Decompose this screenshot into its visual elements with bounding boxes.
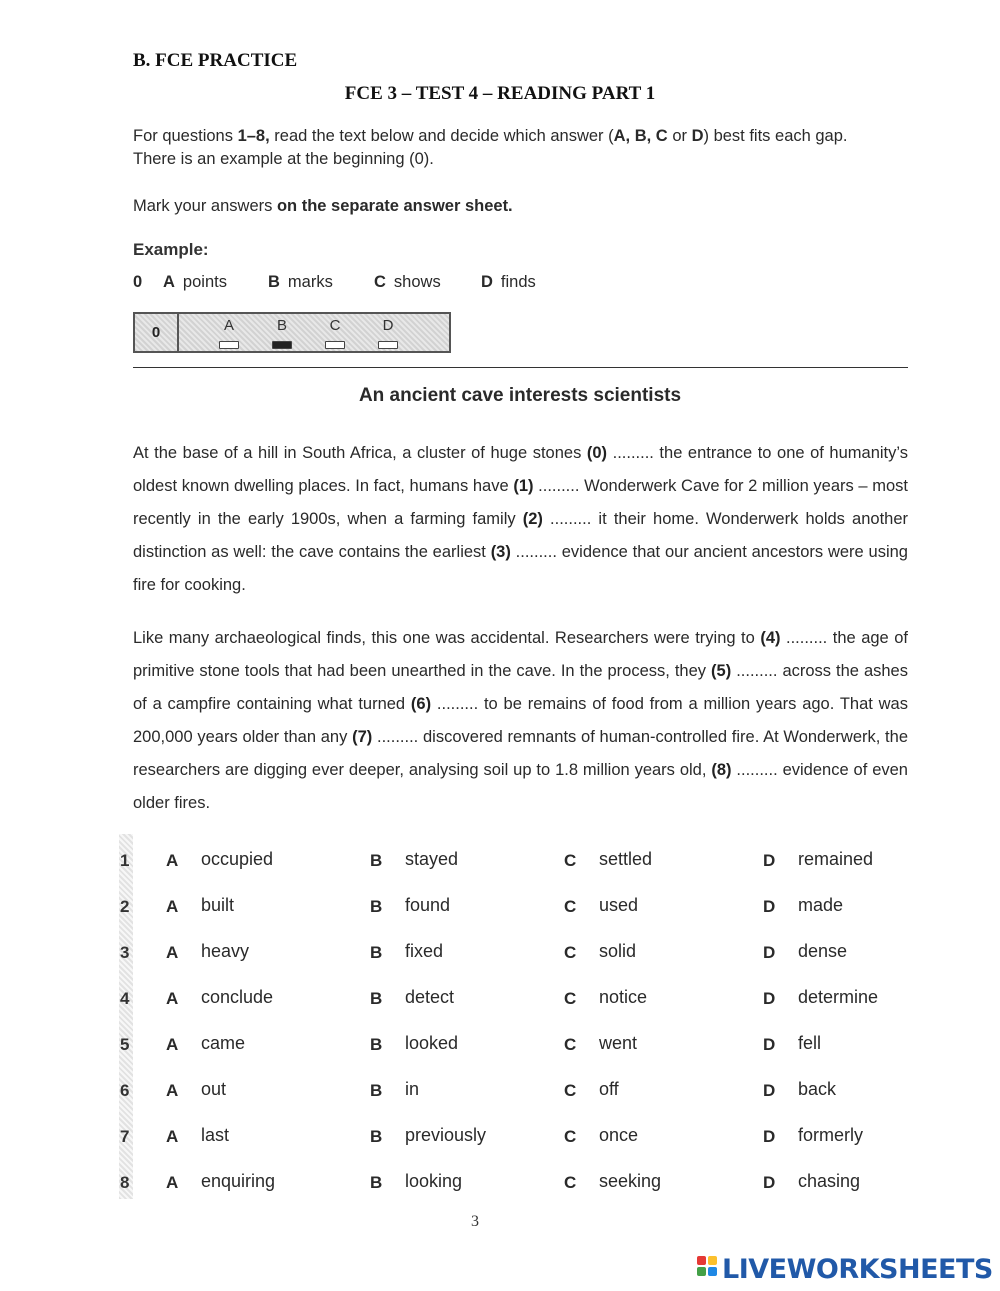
option-letter-b: B bbox=[370, 1127, 383, 1146]
option-8-a: enquiring bbox=[201, 1171, 276, 1191]
instructions-mark bbox=[133, 195, 513, 217]
example-number: 0 bbox=[133, 273, 143, 291]
option-letter-a: A bbox=[166, 989, 179, 1008]
option-letter-d: D bbox=[763, 1035, 776, 1054]
instr-text: ) best fits each gap. bbox=[703, 127, 848, 145]
question-number: 7 bbox=[120, 1127, 130, 1146]
gap-1: (1) bbox=[513, 477, 534, 495]
answer-sheet-letter-a: A bbox=[223, 317, 234, 334]
answer-sheet-letter-b: B bbox=[276, 317, 287, 334]
option-letter-b: B bbox=[370, 1173, 383, 1192]
gap-8: (8) bbox=[711, 761, 732, 779]
option-1-c: settled bbox=[599, 849, 653, 869]
option-8-d: chasing bbox=[798, 1171, 861, 1191]
option-letter-a: A bbox=[166, 1173, 179, 1192]
option-letter-d: D bbox=[763, 1127, 776, 1146]
option-7-a: last bbox=[201, 1125, 230, 1145]
question-row-2 bbox=[120, 894, 920, 924]
option-4-c: notice bbox=[599, 987, 648, 1007]
option-letter-d: D bbox=[763, 897, 776, 916]
gap-3: (3) bbox=[490, 543, 511, 561]
option-1-b: stayed bbox=[405, 849, 459, 869]
option-1-a: occupied bbox=[201, 849, 274, 869]
passage-paragraph-1: At the base of a hill in South Africa, a cluster of huge stones (0) ......... the entrance to one of humanity’s oldest known dwelling places. In fact, humans have (1) ......... Wonderwerk Cave for 2 million years – most recently in the early 1900s, when a farming family (2) ......... it their home. Wonderwerk holds another distinction as well: the cave contains the earliest (3) ......... evidence that our ancient ancestors were using fire for cooking. bbox=[133, 444, 909, 594]
answer-sheet-letter-d: D bbox=[382, 317, 394, 334]
instr-text: For questions bbox=[133, 127, 238, 145]
page-number: 3 bbox=[471, 1213, 479, 1230]
instructions-line-2: There is an example at the beginning (0). bbox=[133, 150, 434, 168]
option-letter-c: C bbox=[564, 1127, 577, 1146]
question-row-7 bbox=[120, 1124, 920, 1154]
instr-options: A, B, C bbox=[613, 127, 668, 145]
section-label: B. FCE PRACTICE bbox=[133, 50, 298, 71]
instr-mark-bold: on the separate answer sheet. bbox=[276, 197, 513, 215]
question-number: 3 bbox=[120, 943, 130, 962]
option-letter-b: B bbox=[370, 1081, 383, 1100]
option-1-d: remained bbox=[798, 849, 874, 869]
option-6-a: out bbox=[201, 1079, 227, 1099]
option-7-b: previously bbox=[405, 1125, 487, 1145]
instr-text: or bbox=[667, 127, 692, 145]
option-letter-b: B bbox=[370, 989, 383, 1008]
instructions-line-1 bbox=[133, 125, 848, 147]
option-2-a: built bbox=[201, 895, 235, 915]
gap-4: (4) bbox=[760, 629, 781, 647]
answer-bubble-a bbox=[219, 341, 239, 349]
answer-bubble-c bbox=[325, 341, 345, 349]
question-number: 6 bbox=[120, 1081, 130, 1100]
question-number: 8 bbox=[120, 1173, 130, 1192]
option-letter-d: D bbox=[763, 851, 776, 870]
option-letter-b: B bbox=[370, 943, 383, 962]
passage-title: An ancient cave interests scientists bbox=[358, 385, 682, 406]
option-3-c: solid bbox=[599, 941, 637, 961]
instr-text: read the text below and decide which answer ( bbox=[269, 127, 614, 145]
question-row-1 bbox=[120, 848, 920, 878]
gap-2: (2) bbox=[522, 510, 543, 528]
question-number: 1 bbox=[120, 851, 130, 870]
option-letter-d: D bbox=[763, 1173, 776, 1192]
instr-option-d: D bbox=[691, 127, 704, 145]
option-8-c: seeking bbox=[599, 1171, 662, 1191]
question-row-4 bbox=[120, 986, 920, 1016]
answer-bubble-b bbox=[272, 341, 292, 349]
example-label: Example: bbox=[133, 240, 209, 259]
option-3-d: dense bbox=[798, 941, 848, 961]
option-letter-c: C bbox=[564, 989, 577, 1008]
option-letter-c: C bbox=[564, 851, 577, 870]
question-number: 5 bbox=[120, 1035, 130, 1054]
option-letter-c: C bbox=[564, 1173, 577, 1192]
gap-5: (5) bbox=[711, 662, 732, 680]
option-5-b: looked bbox=[405, 1033, 459, 1053]
option-letter-d: D bbox=[763, 1081, 776, 1100]
example-option-d: D finds bbox=[481, 273, 536, 291]
liveworksheets-wordmark: LIVEWORKSHEETS bbox=[722, 1253, 993, 1285]
option-letter-b: B bbox=[370, 1035, 383, 1054]
option-letter-a: A bbox=[166, 897, 179, 916]
option-7-d: formerly bbox=[798, 1125, 864, 1145]
passage-paragraph-2: Like many archaeological finds, this one was accidental. Researchers were trying to (4) ......... the age of primitive stone tools that had been unearthed in the cave. In the process, they (5) ......... across the ashes of a campfire containing what turned (6) ......... to be remains of food from a million years ago. That was 200,000 years older than any (7) ......... discovered remnants of human-controlled fire. At Wonderwerk, the researchers are digging ever deeper, analysing soil up to 1.8 million years old, (8) ......... evidence of even older fires. bbox=[133, 629, 908, 812]
option-2-d: made bbox=[798, 895, 844, 915]
option-letter-c: C bbox=[564, 1081, 577, 1100]
question-number: 2 bbox=[120, 897, 130, 916]
example-options bbox=[133, 273, 553, 297]
gap-6: (6) bbox=[410, 695, 432, 713]
option-4-d: determine bbox=[798, 987, 879, 1007]
option-letter-a: A bbox=[166, 943, 179, 962]
option-letter-a: A bbox=[166, 1127, 179, 1146]
option-letter-a: A bbox=[166, 851, 179, 870]
question-number: 4 bbox=[120, 989, 130, 1008]
question-row-5 bbox=[120, 1032, 920, 1062]
instr-text: Mark your answers bbox=[133, 197, 277, 215]
option-7-c: once bbox=[599, 1125, 639, 1145]
test-title: FCE 3 – TEST 4 – READING PART 1 bbox=[344, 83, 656, 104]
option-4-a: conclude bbox=[201, 987, 274, 1007]
option-letter-b: B bbox=[370, 897, 383, 916]
option-6-d: back bbox=[798, 1079, 837, 1099]
option-letter-c: C bbox=[564, 1035, 577, 1054]
instr-range: 1–8, bbox=[237, 127, 270, 145]
gap-7: (7) bbox=[352, 728, 373, 746]
option-letter-c: C bbox=[564, 897, 577, 916]
example-option-a: A points bbox=[163, 273, 227, 291]
question-row-3 bbox=[120, 940, 920, 970]
option-5-a: came bbox=[201, 1033, 246, 1053]
option-2-b: found bbox=[405, 895, 451, 915]
liveworksheets-icon bbox=[697, 1256, 719, 1282]
option-5-d: fell bbox=[798, 1033, 822, 1053]
option-6-c: off bbox=[599, 1079, 619, 1099]
liveworksheets-logo bbox=[697, 1254, 993, 1284]
example-option-c: C shows bbox=[374, 273, 441, 291]
option-3-b: fixed bbox=[405, 941, 444, 961]
option-letter-d: D bbox=[763, 943, 776, 962]
question-row-8 bbox=[120, 1170, 920, 1200]
option-2-c: used bbox=[599, 895, 639, 915]
option-8-b: looking bbox=[405, 1171, 463, 1191]
option-letter-d: D bbox=[763, 989, 776, 1008]
option-letter-b: B bbox=[370, 851, 383, 870]
example-option-b: B marks bbox=[268, 273, 333, 291]
option-letter-a: A bbox=[166, 1081, 179, 1100]
option-4-b: detect bbox=[405, 987, 455, 1007]
option-letter-a: A bbox=[166, 1035, 179, 1054]
example-answer-sheet bbox=[133, 312, 451, 353]
divider bbox=[133, 367, 908, 368]
answer-sheet-letter-c: C bbox=[329, 317, 341, 334]
answer-bubble-d bbox=[378, 341, 398, 349]
question-row-6 bbox=[120, 1078, 920, 1108]
option-5-c: went bbox=[599, 1033, 638, 1053]
answer-sheet-number: 0 bbox=[135, 314, 179, 351]
option-3-a: heavy bbox=[201, 941, 250, 961]
gap-0: (0) bbox=[586, 444, 608, 462]
option-6-b: in bbox=[405, 1079, 420, 1099]
option-letter-c: C bbox=[564, 943, 577, 962]
